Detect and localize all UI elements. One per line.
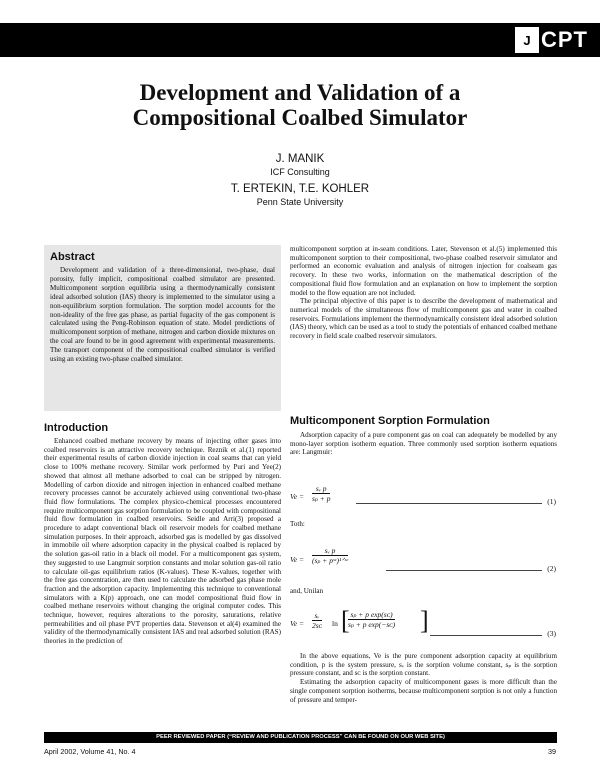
eq2-lhs: Ve = (290, 555, 305, 564)
eq2-denominator: (sₚ + pˢᶜ)¹ᐟˢᶜ (312, 556, 349, 565)
paper-title (0, 80, 600, 130)
eq3-lhs: Ve = (290, 619, 305, 628)
title-line-2: Compositional Coalbed Simulator (132, 105, 468, 130)
eq3-coef-numerator: sᵥ (312, 611, 322, 621)
eq3-leader (430, 635, 542, 636)
right-column-top (290, 245, 557, 341)
eq2-fraction (312, 546, 348, 565)
objective-paragraph: The principal objective of this paper is to describe the development of mathematical and numerical models of the simultaneous flow of multicomponent gas and water in coalbed reservoirs. Formulations implement the thermodynamically consistent ideal adsorbed solution (IAS) theory, which can be used as a tool to study the potentials of enhanced coalbed methane recovery in field scale coalbed reservoir simulators. (290, 297, 557, 341)
sorption-heading: Multicomponent Sorption Formulation (290, 415, 490, 427)
logo-text: CPT (541, 27, 588, 52)
toth-label: Toth: (290, 520, 305, 528)
abstract-box (44, 245, 281, 411)
abstract-text: Development and validation of a three-dimensional, two-phase, dual porosity, fully implicit, compositional coalbed simulator are presented. Multicomponent sorption equilibria using a thermodynamically consistent ideal adsorbed solution (IAS) theory is implemented to the simulator using a non-equilibrium sorption formulation. The sorption model accounts for the non-ideality of the free gas phase, as partial fugacity of the gas component is calculated using the Peng-Robinson equation of state. Model predictions of multicomponent sorption of methane, nitrogen and carbon dioxide mixtures on the coal are found to be in good agreement with experimental measurements. The transport component of the compositional coalbed simulator is verified using an existing two-phase coalbed simulator. (50, 266, 275, 364)
title-line-1: Development and Validation of a (139, 80, 461, 105)
eq2-leader (386, 570, 542, 571)
introduction-heading: Introduction (44, 422, 109, 434)
author-name: J. MANIK (275, 153, 325, 165)
eq1-numerator: sᵥ p (312, 484, 330, 494)
equation-explanation: In the above equations, Ve is the pure component adsorption capacity at equilibrium condition, p is the system pressure, sᵥ is the sorption volume constant, sₚ is the sorption pressure constant, and sᴄ is the sorption constant. (290, 652, 557, 678)
eq3-ln: ln (332, 619, 338, 628)
eq3-left-bracket: [ (341, 606, 350, 635)
eq1-denominator: sₚ + p (312, 494, 331, 503)
unilan-label: and, Unilan (290, 587, 324, 595)
continued-paragraph: multicomponent sorption at in-seam conditions. Later, Stevenson et al.(5) implemented this multicomponent sorption to their compositional, two-phase coalbed reservoir simulator and performed an economic evaluation and analysis of nitrogen injection for coalseam gas recovery. In these two works, information on the mathematical description of the compositional fluid flow formulation and an explanation on how to implement the sorption model to the flow equation are not included. (290, 245, 557, 297)
eq3-numerator: sₚ + p exp(sᴄ) (348, 610, 395, 620)
eq3-coefficient (312, 611, 322, 630)
multicomponent-paragraph: Estimating the adsorption capacity of multicomponent gases is more difficult than the single component sorption isotherms, because multicomponent sorption is not only a function of pressure and temper- (290, 678, 557, 704)
eq3-right-bracket: ] (420, 606, 429, 635)
equation-1 (290, 484, 556, 512)
sorption-intro (290, 431, 557, 457)
author-name: T. ERTEKIN, T.E. KOHLER (230, 183, 370, 195)
eq3-fraction (348, 610, 395, 629)
eq1-leader (356, 503, 542, 504)
equation-2 (290, 546, 556, 578)
eq1-fraction (312, 484, 330, 503)
eq3-denominator: sₚ + p exp(−sᴄ) (348, 620, 396, 629)
sorption-intro-text: Adsorption capacity of a pure component gas on coal can adequately be modelled by any mono-layer sorption isotherm equation. Three commonly used sorption isotherm equations are: Langmuir: (290, 431, 557, 457)
abstract-heading: Abstract (50, 251, 95, 263)
eq2-numerator: sᵥ p (312, 546, 348, 556)
author-affiliation: Penn State University (256, 197, 344, 207)
journal-logo (515, 27, 588, 53)
equation-3 (290, 608, 556, 642)
logo-mark: J (515, 27, 539, 53)
eq3-coef-denominator: 2sᴄ (312, 621, 323, 630)
issue-info: April 2002, Volume 41, No. 4 (44, 747, 136, 756)
eq1-number: (1) (547, 497, 556, 506)
author-block (0, 152, 600, 212)
eq3-number: (3) (547, 629, 556, 638)
introduction-body (44, 437, 281, 646)
journal-header-bar (0, 23, 600, 57)
sorption-explanation (290, 652, 557, 704)
eq1-lhs: Ve = (290, 492, 305, 501)
eq2-number: (2) (547, 564, 556, 573)
author-affiliation: ICF Consulting (270, 167, 330, 177)
page-number: 39 (548, 747, 556, 756)
peer-reviewed-bar: PEER REVIEWED PAPER (“REVIEW AND PUBLICATION PROCESS” CAN BE FOUND ON OUR WEB SITE) (44, 732, 557, 743)
introduction-text: Enhanced coalbed methane recovery by means of injecting other gases into coalbed reservoirs is an attractive recovery technique. Reznik et al.(1) reported their experimental results of carbon dioxide injection in coal seams that can yield close to 100% methane recovery. Similar work performed by Puri and Yee(2) showed that almost all methane adsorbed to coal can be stripped by nitrogen. Modelling of carbon dioxide and nitrogen injection in enhanced coalbed methane recovery processes cannot be accurately achieved using conventional two-phase fluid flow formulations. The complex physico-chemical processes encountered require multicomponent gas sorption formulation to be coupled with compositional fluid flow formulation in coalbed reservoirs. Seidle and Arri(3) proposed a procedure to adapt conventional black oil reservoir models for coalbed methane simulation purposes. In their approach, adsorbed gas is modelled by gas dissolved in immobile oil where adsorption capacity in the physical coalbed is replaced by the solution gas-oil ratio in a black oil model. For a multicomponent gas system, they suggested to use Langmuir sorption constants and molar solution gas-oil ratio to calculate oil-gas equilibrium ratios (K-values). These K-values, together with the free gas concentration, are then used to calculate the adsorbed gas phase mole fraction and the adsorption capacity. Implementing this technique to conventional simulators with a K(p) approach, one can model compositional fluid flow in coalbed methane reservoirs without changing the original computer codes. This technique, however, requires alterations to the porosity, saturations, relative permeabilities and oil phase PVT properties data. Stevenson et al(4) examined the validity of the thermodynamically consistent IAS and real adsorbed solution (RAS) theories in the prediction of (44, 437, 281, 646)
